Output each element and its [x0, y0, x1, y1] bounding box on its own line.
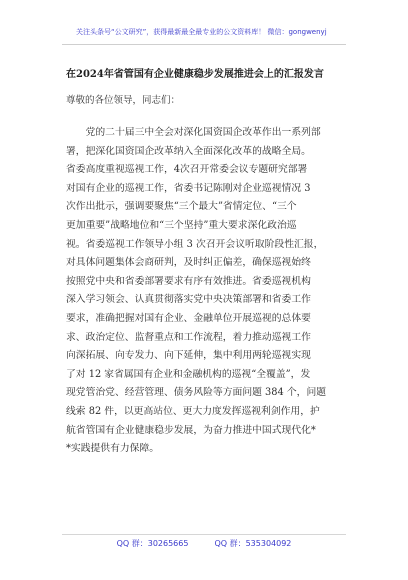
body-line: 按照党中央和省委部署要求有序有效推进。省委巡视机构: [66, 275, 311, 287]
document-body: [66, 124, 351, 459]
body-line: 要求，准确把握对国有企业、金融单位开展巡视的总体要: [66, 312, 311, 324]
body-line: 对具体问题集体会商研判，及时纠正偏差，确保巡视始终: [66, 257, 311, 269]
body-line: 航省管国有企业健康稳步发展，为奋力推进中国式现代化*: [66, 424, 316, 436]
body-line: 向深拓展、向专发力、向下延伸，集中利用两轮巡视实现: [66, 350, 311, 362]
body-line: 次作出批示，强调要聚焦“三个最大”省情定位、“三个: [66, 201, 297, 213]
body-line: 署，把深化国资国企改革纳入全面深化改革的战略全局。: [66, 145, 311, 157]
body-line: 线索 82 件，以更高站位、更大力度发挥巡视利剑作用，护: [66, 405, 320, 417]
footer-divider: [62, 534, 346, 535]
body-line: 了对 12 家省属国有企业和金融机构的巡视“全覆盖”，发: [66, 368, 311, 380]
salutation: 尊敬的各位领导，同志们：: [66, 95, 181, 106]
body-line: 深入学习领会、认真贯彻落实党中央决策部署和省委工作: [66, 294, 311, 306]
header-banner: 关注头条号“公文研究”，获得最新最全最专业的公文资料库！ 微信：gongwenyj: [76, 28, 327, 36]
header-divider: [62, 44, 346, 45]
body-line: 省委高度重视巡视工作，4次召开常委会议专题研究部署: [66, 164, 308, 176]
body-line: 现党管治党、经营管理、债务风险等方面问题 384 个，问题: [66, 387, 327, 399]
body-line: 党的二十届三中全会对深化国资国企改革作出一系列部: [66, 127, 321, 138]
body-line: 求、政治定位、监督重点和工作流程，着力推动巡视工作: [66, 331, 311, 343]
footer-qq-group-2: QQ 群：535304092: [214, 539, 292, 548]
body-line: 更加重要”战略地位和“三个坚持”重大要求深化政治巡: [66, 219, 297, 231]
body-line: 对国有企业的巡视工作，省委书记陈刚对企业巡视情况 3: [66, 182, 311, 194]
footer: [0, 538, 408, 550]
body-line: 视。省委巡视工作领导小组 3 次召开会议听取阶段性汇报，: [66, 238, 324, 250]
footer-qq-group-1: QQ 群：30265665: [116, 539, 189, 548]
document-title: 在2024年省管国有企业健康稳步发展推进会上的汇报发言: [66, 69, 324, 80]
body-line: *实践提供有力保障。: [66, 443, 160, 455]
